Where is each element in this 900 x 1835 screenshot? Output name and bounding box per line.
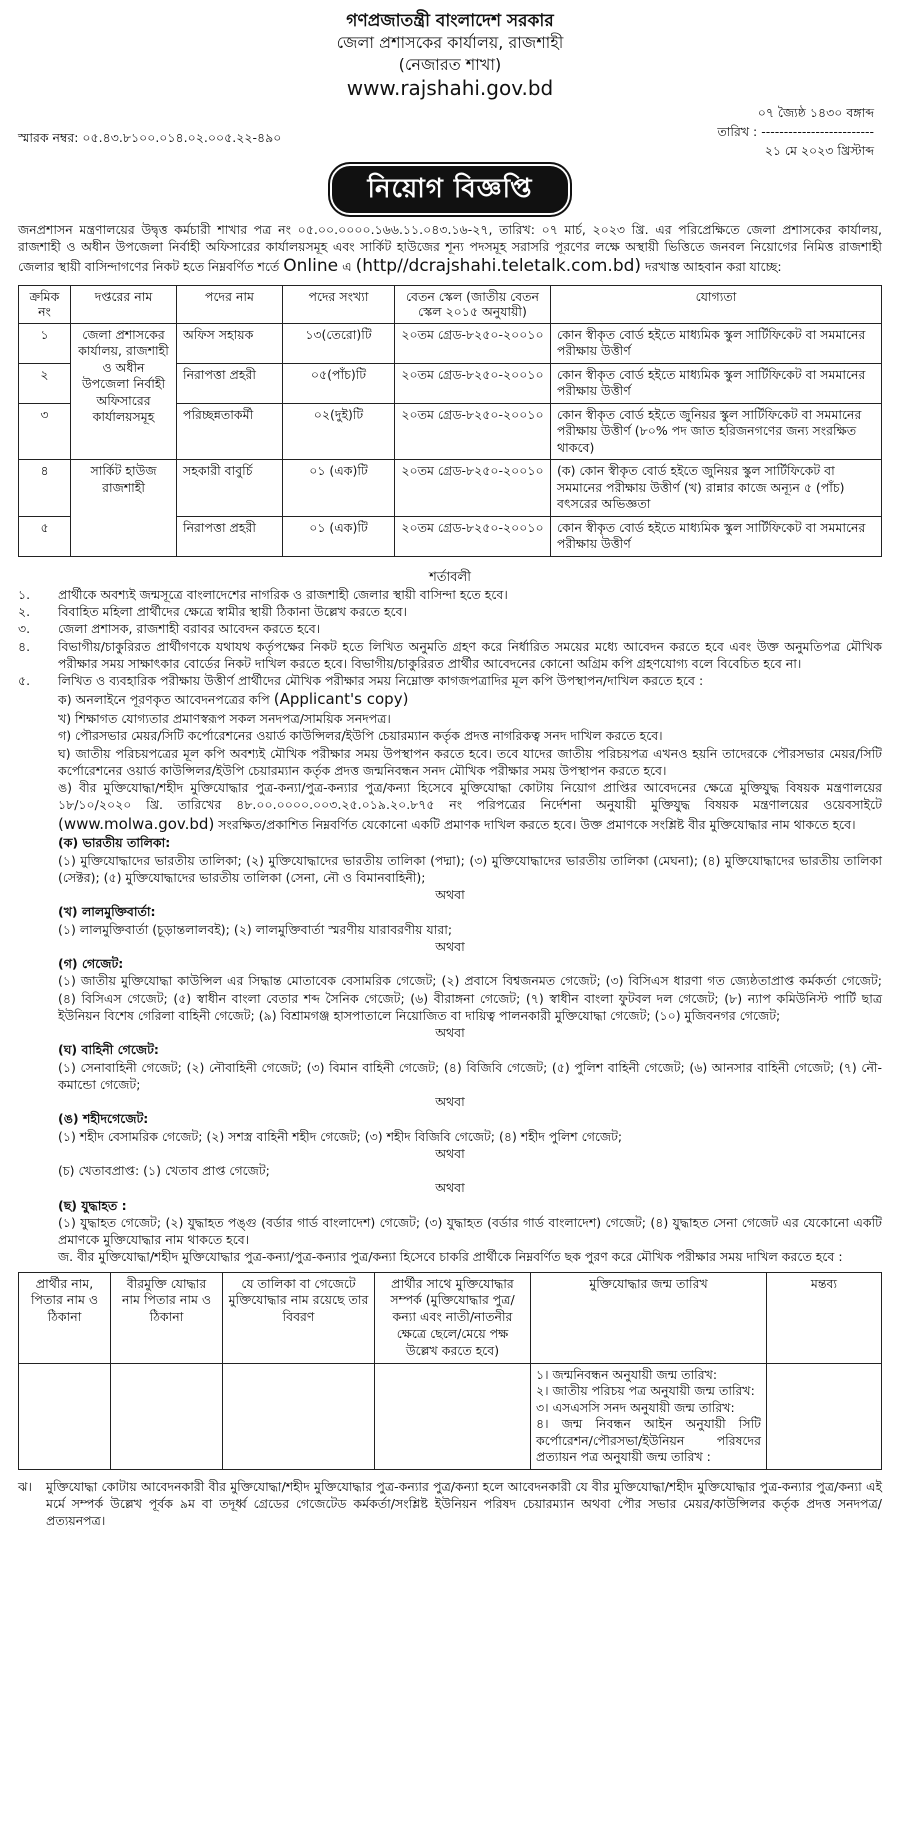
date-english: ২১ মে ২০২৩ খ্রিস্টাব্দ [764, 142, 874, 158]
list-text: (১) শহীদ বেসামরিক গেজেট; (২) সশস্ত্র বাহিনী শহীদ গেজেট; (৩) শহীদ বিজিবি গেজেট; (৪) শহীদ পুলিশ গেজেট; [58, 1128, 623, 1144]
list-gha [58, 1041, 882, 1093]
sub-item-ga: গ) পৌরসভার মেয়র/সিটি কর্পোরেশনের ওয়ার্ড কাউন্সিলর/ইউপি চেয়ারম্যান কর্তৃক প্রদত্ত নাগরিকত্ব সনদ দাখিল করতে হবে। [58, 728, 663, 744]
form-body-row [19, 1363, 882, 1469]
or-divider: অথবা [435, 1094, 465, 1110]
list-text: (১) যুদ্ধাহত গেজেট; (২) যুদ্ধাহত পঙ্গু (বর্ডার গার্ড বাংলাদেশ) গেজেট; (৩) যুদ্ধাহত (বর্ডার গার্ড বাংলাদেশ) গেজেট; (৪) যুদ্ধাহত সেনা গেজেট এর যেকোনো একটি প্রমাণকে মুক্তিযোদ্ধার নাম থাকতে হবে। [58, 1214, 882, 1248]
condition-item [18, 620, 882, 637]
form-cell-relation[interactable] [375, 1363, 531, 1469]
jobs-header-row [19, 285, 882, 323]
list-ga [58, 955, 882, 1024]
title-banner-wrap [18, 166, 882, 212]
letterhead [18, 10, 882, 102]
list-heading: (ঘ) বাহিনী গেজেট: [58, 1042, 159, 1058]
conditions-title: শর্তাবলী [429, 569, 471, 585]
condition-item [18, 603, 882, 620]
list-kha [58, 903, 882, 938]
form-cell-fighter[interactable] [111, 1363, 223, 1469]
birth-item: ৪। জন্ম নিবন্ধন আইন অনুযায়ী সিটি কর্পোরেশন/পৌরসভা/ইউনিয়ন পরিষদের প্রত্যায়ন পত্র অনুযায়ী জন্ম তারিখ : [536, 1416, 761, 1465]
row-scale: ২০তম গ্রেড-৮২৫০-২০০১০ [395, 516, 551, 556]
condition-text: প্রার্থীকে অবশ্যই জন্মসূত্রে বাংলাদেশের নাগরিক ও রাজশাহী জেলার স্থায়ী বাসিন্দা হতে হবে। [58, 586, 508, 602]
col-scale: বেতন স্কেল (জাতীয় বেতন স্কেল ২০১৫ অনুযায়ী) [395, 285, 551, 323]
or-divider: অথবা [435, 1025, 465, 1041]
row-scale: ২০তম গ্রেড-৮২৫০-২০০১০ [395, 460, 551, 517]
website-link[interactable]: www.rajshahi.gov.bd [346, 76, 554, 101]
sub-item-umo-text: ঙ) বীর মুক্তিযোদ্ধা/শহীদ মুক্তিযোদ্ধার পুত্র-কন্যা/পুত্র-কন্যার পুত্র/কন্যা হিসেবে মুক্তিযোদ্ধা কোটায় নিয়োগ প্রাপ্তির আবেদনের ক্ষেত্রে মুক্তিযুদ্ধ বিষয়ক মন্ত্রণালয়ের ১৮/১০/২০২০ খ্রি. তারিখের ৪৮.০০.০০০০.০০৩.২৫.০১৯.২০.৮৭৫ নং পরিপত্রের নির্দেশনা অনুযায়ী মুক্তিযুদ্ধ বিষয়ক মন্ত্রণালয়ের ওয়েবসাইটে [58, 780, 882, 813]
row-serial: ১ [19, 323, 71, 363]
list-heading: (খ) লালমুক্তিবার্তা: [58, 904, 156, 920]
list-chha [58, 1197, 882, 1249]
notice-title: নিয়োগ বিজ্ঞপ্তি [332, 166, 569, 212]
table-row [19, 323, 882, 363]
list-umo [58, 1110, 882, 1145]
sub-item-ka-text: ক) অনলাইনে পূরণকৃত আবেদনপত্রের কপি [58, 692, 270, 708]
col-office: দপ্তরের নাম [71, 285, 177, 323]
form-cell-gazette[interactable] [223, 1363, 375, 1469]
list-heading: (গ) গেজেট: [58, 956, 124, 972]
intro-tail: দরখাস্ত আহবান করা যাচ্ছে: [645, 259, 782, 275]
row-post: সহকারী বাবুর্চি [177, 460, 283, 517]
form-cell-candidate[interactable] [19, 1363, 111, 1469]
birth-item: ১। জন্মনিবন্ধন অনুযায়ী জন্ম তারিখ: [536, 1366, 718, 1382]
row-count: ০২(দুই)টি [283, 403, 395, 460]
form-col-gazette: যে তালিকা বা গেজেটে মুক্তিযোদ্ধার নাম রয়েছে তার বিবরণ [223, 1272, 375, 1363]
condition-number: ২. [18, 604, 31, 620]
memo-number: স্মারক নম্বর: ০৫.৪৩.৮১০০.০১৪.০২.০০৫.২২-৪৯০ [18, 130, 282, 146]
item-ja: জ. বীর মুক্তিযোদ্ধা/শহীদ মুক্তিযোদ্ধার পুত্র-কন্যা/পুত্র-কন্যার পুত্র/কন্যা হিসেবে চাকরি প্রার্থীকে নিম্নবর্ণিত ছক পুরণ করে মৌখিক পরীক্ষার সময় দাখিল করতে হবে : [58, 1249, 843, 1265]
form-cell-remarks[interactable] [767, 1363, 882, 1469]
row-qualification: কোন স্বীকৃত বোর্ড হইতে মাধ্যমিক স্কুল সার্টিফিকেট বা সমমানের পরীক্ষায় উত্তীর্ণ [551, 363, 882, 403]
online-word: Online [283, 256, 339, 277]
form-col-relation: প্রার্থীর সাথে মুক্তিযোদ্ধার সম্পর্ক (মুক্তিযোদ্ধার পুত্র/কন্যা এবং নাতী/নাতনীর ক্ষেত্রে ছেলে/মেয়ে পক্ষ উল্লেখ করতে হবে) [375, 1272, 531, 1363]
table-row [19, 460, 882, 517]
row-count: ০৫(পাঁচ)টি [283, 363, 395, 403]
intro-text: জনপ্রশাসন মন্ত্রণালয়ের উদ্বৃত্ত কর্মচারী শাখার পত্র নং ০৫.০০.০০০০.১৬৬.১১.০৪৩.১৬-২৭, তারিখ: ০৭ মার্চ, ২০২৩ খ্রি. এর পরিপ্রেক্ষিতে জেলা প্রশাসকের কার্যালয়, রাজশাহী ও অধীন উপজেলা নির্বাহী অফিসারের কার্যালয়সমূহ এবং সার্কিট হাউজের শূন্য পদসমূহ সরাসরি পূরণের লক্ষে অস্থায়ী ভিত্তিতে জনবল নিয়োগের নিমিত্ত রাজশাহী জেলার স্থায়ী বাসিন্দাগণের নিকট হতে নিম্নবর্ণিত শর্তে [18, 221, 882, 275]
row-serial: ৩ [19, 403, 71, 460]
form-col-remarks: মন্তব্য [767, 1272, 882, 1363]
condition-text: লিখিত ও ব্যবহারিক পরীক্ষায় উত্তীর্ণ প্রার্থীদের মৌখিক পরীক্ষার সময় নিম্নোক্ত কাগজপত্রাদির মূল কপি উপস্থাপন/দাখিল করতে হবে : [58, 673, 704, 689]
form-header-row [19, 1272, 882, 1363]
row-qualification: কোন স্বীকৃত বোর্ড হইতে মাধ্যমিক স্কুল সার্টিফিকেট বা সমমানের পরীক্ষায় উত্তীর্ণ [551, 516, 882, 556]
birth-item: ৩। এসএসসি সনদ অনুযায়ী জন্ম তারিখ: [536, 1399, 735, 1415]
sub-item-ka [58, 689, 882, 710]
sub-item-kha: খ) শিক্ষাগত যোগ্যতার প্রমাণস্বরূপ সকল সনদপত্র/সাময়িক সনদপত্র। [58, 711, 391, 727]
list-text: (১) মুক্তিযোদ্ধাদের ভারতীয় তালিকা; (২) মুক্তিযোদ্ধাদের ভারতীয় তালিকা (পদ্মা); (৩) মুক্তিযোদ্ধাদের ভারতীয় তালিকা (মেঘনা); (৪) মুক্তিযোদ্ধাদের ভারতীয় তালিকা (সেক্টর); (৫) মুক্তিযোদ্ধাদের ভারতীয় তালিকা (সেনা, নৌ ও বিমানবাহিনী); [58, 852, 882, 885]
condition-number: ৩. [18, 621, 31, 637]
intro-paragraph [18, 221, 882, 279]
list-text: (১) সেনাবাহিনী গেজেট; (২) নৌবাহিনী গেজেট; (৩) বিমান বাহিনী গেজেট; (৪) বিজিবি গেজেট; (৫) পুলিশ বাহিনী গেজেট; (৬) আনসার বাহিনী গেজেট; (৭) নৌ-কমান্ডো গেজেট; [58, 1059, 882, 1092]
condition-number: ১. [18, 586, 31, 602]
date-dashes: ------------------------- [761, 124, 874, 140]
condition-number: ৪. [18, 638, 31, 654]
row-count: ০১ (এক)টি [283, 460, 395, 517]
condition-number: ৫. [18, 673, 31, 689]
sub-item-gha: ঘ) জাতীয় পরিচয়পত্রের মূল কপি অবশ্যই মৌখিক পরীক্ষার সময় উপস্থাপন করতে হবে। তবে যাদের জাতীয় পরিচয়পত্র এখনও হয়নি তাদেরকে পৌরসভার মেয়র/সিটি কর্পোরেশনের ওয়ার্ড কাউন্সিলর/ইউপি চেয়ারম্যান কর্তৃক প্রদত্ত জন্মনিবন্ধন সনদ মৌখিক পরীক্ষার সময় উপস্থাপন করতে হবে। [58, 745, 882, 778]
form-col-fighter: বীরমুক্তি যোদ্ধার নাম পিতার নাম ও ঠিকানা [111, 1272, 223, 1363]
list-text: (১) জাতীয় মুক্তিযোদ্ধা কাউন্সিল এর সিদ্ধান্ত মোতাবেক বেসামরিক গেজেট; (২) প্রবাসে বিশ্বজনমত গেজেট; (৩) বিসিএস ধারণা গত জ্যেষ্ঠতাপ্রাপ্ত কর্মকর্তা গেজেট; (৪) বিসিএস গেজেট; (৫) স্বাধীন বাংলা বেতার শব্দ সৈনিক গেজেট; (৬) বীরাঙ্গনা গেজেট; (৭) স্বাধীন বাংলা ফুটবল দল গেজেট; (৮) ন্যাপ কমিউনিস্ট পার্টি ছাত্র ইউনিয়ন বিশেষ গেরিলা বাহিনী গেজেট; (৯) বিশ্রামগঞ্জ হাসপাতালে নিয়োজিত বা দায়িত্ব পালনকারী মুক্তিযোদ্ধা গেজেট; (১০) মুজিবনগর গেজেট; [58, 973, 882, 1023]
applicant-copy: (Applicant's copy) [273, 690, 409, 709]
or-divider: অথবা [435, 1180, 465, 1196]
row-qualification: কোন স্বীকৃত বোর্ড হইতে জুনিয়র স্কুল সার্টিফিকেট বা সমমানের পরীক্ষায় উত্তীর্ণ (৮০% পদ জাত হরিজনগণের জন্য সংরক্ষিত থাকবে) [551, 403, 882, 460]
reference-row [18, 104, 882, 162]
condition-text: বিবাহিত মহিলা প্রার্থীদের ক্ষেত্রে স্বামীর স্থায়ী ঠিকানা উল্লেখ করতে হবে। [58, 604, 407, 620]
row-count: ১৩(তেরো)টি [283, 323, 395, 363]
row-count: ০১ (এক)টি [283, 516, 395, 556]
office-group-2: সার্কিট হাউজ রাজশাহী [71, 460, 177, 557]
col-qualification: যোগ্যতা [551, 285, 882, 323]
footer-number: ঝ। [18, 1478, 32, 1494]
office-name: জেলা প্রশাসকের কার্যালয়, রাজশাহী [336, 33, 564, 53]
row-post: নিরাপত্তা প্রহরী [177, 516, 283, 556]
freedom-fighter-form-table [18, 1272, 882, 1470]
col-count: পদের সংখ্যা [283, 285, 395, 323]
list-heading: (ছ) যুদ্ধাহত : [58, 1197, 127, 1213]
row-scale: ২০তম গ্রেড-৮২৫০-২০০১০ [395, 323, 551, 363]
jobs-table [18, 285, 882, 557]
row-scale: ২০তম গ্রেড-৮২৫০-২০০১০ [395, 403, 551, 460]
list-heading: (ক) ভারতীয় তালিকা: [58, 835, 171, 851]
list-text: (চ) খেতাবপ্রাপ্ত: (১) খেতাব প্রাপ্ত গেজেট; [58, 1163, 270, 1179]
condition-text: বিভাগীয়/চাকুরিরত প্রার্থীগণকে যথাযথ কর্তৃপক্ষের নিকট হতে লিখিত অনুমতি গ্রহণ করে নির্ধারিত সময়ের মধ্যে আবেদন করতে হবে এবং উক্ত অনুমতিপত্র মৌখিক পরীক্ষার সময় সাক্ষাৎকার বোর্ডের নিকট দাখিল করতে হবে। বিভাগীয়/চাকুরিরত প্রার্থীর আবেদনের কোনো অগ্রিম কপি গ্রহণযোগ্য বলে বিবেচিত হবে না। [58, 638, 882, 671]
row-qualification: (ক) কোন স্বীকৃত বোর্ড হইতে জুনিয়র স্কুল সার্টিফিকেট বা সমমানের পরীক্ষায় উত্তীর্ণ (খ) রান্নার কাজে অন্যূন ৫ (পাঁচ) বৎসরের অভিজ্ঞতা [551, 460, 882, 517]
form-col-candidate: প্রার্থীর নাম, পিতার নাম ও ঠিকানা [19, 1272, 111, 1363]
row-scale: ২০তম গ্রেড-৮২৫০-২০০১০ [395, 363, 551, 403]
branch-name: (নেজারত শাখা) [398, 54, 502, 74]
or-divider: অথবা [435, 938, 465, 954]
condition-item [18, 638, 882, 673]
date-bangla: ০৭ জ্যৈষ্ঠ ১৪৩০ বঙ্গাব্দ [757, 105, 874, 121]
online-suffix: এ [342, 259, 352, 275]
office-group-1: জেলা প্রশাসকের কার্যালয়, রাজশাহী ও অধীন উপজেলা নির্বাহী অফিসারের কার্যালয়সমূহ [71, 323, 177, 460]
condition-text: জেলা প্রশাসক, রাজশাহী বরাবর আবেদন করতে হবে। [58, 621, 321, 637]
application-link[interactable]: (http//dcrajshahi.teletalk.com.bd) [355, 256, 642, 277]
date-label: তারিখ : [717, 124, 758, 140]
row-serial: ২ [19, 363, 71, 403]
list-ka [58, 834, 882, 886]
list-heading: (ঙ) শহীদগেজেট: [58, 1111, 149, 1127]
row-post: পরিচ্ছন্নতাকর্মী [177, 403, 283, 460]
row-qualification: কোন স্বীকৃত বোর্ড হইতে মাধ্যমিক স্কুল সার্টিফিকেট বা সমমানের পরীক্ষায় উত্তীর্ণ [551, 323, 882, 363]
government-name: গণপ্রজাতন্ত্রী বাংলাদেশ সরকার [346, 11, 554, 31]
footer-note [18, 1478, 882, 1530]
molwa-link[interactable]: (www.molwa.gov.bd) [58, 814, 215, 833]
sub-item-umo [58, 779, 882, 834]
or-divider: অথবা [435, 887, 465, 903]
form-cell-birthdate [531, 1363, 767, 1469]
footer-text: মুক্তিযোদ্ধা কোটায় আবেদনকারী বীর মুক্তিযোদ্ধা/শহীদ মুক্তিযোদ্ধার পুত্র-কন্যার পুত্র/কন্যা হলে আবেদনকারী যে বীর মুক্তিযোদ্ধা/শহীদ মুক্তিযোদ্ধার পুত্র-কন্যার পুত্র/কন্যা এই মর্মে সম্পর্ক উল্লেখ পূর্বক ৯ম বা তদূর্ধ্ব গ্রেডের গেজেটেড কর্মকর্তা/সংশ্লিষ্ট ইউনিয়ন পরিষদ চেয়ারম্যান অথবা পৌর সভার মেয়র/কাউন্সিলর কর্তৃক প্রদত্ত সনদপত্র/ প্রত্যয়নপত্র। [46, 1478, 882, 1529]
row-post: অফিস সহায়ক [177, 323, 283, 363]
date-line [717, 123, 874, 142]
sub-item-umo-tail: সংরক্ষিত/প্রকাশিত নিম্নবর্ণিত যেকোনো একটি প্রমাণক দাখিল করতে হবে। উক্ত প্রমাণকে সংশ্লিষ্ট বীর মুক্তিযোদ্ধার নাম থাকতে হবে। [218, 816, 856, 832]
or-divider: অথবা [435, 1145, 465, 1161]
col-post: পদের নাম [177, 285, 283, 323]
row-post: নিরাপত্তা প্রহরী [177, 363, 283, 403]
birth-item: ২। জাতীয় পরিচয় পত্র অনুযায়ী জন্ম তারিখ: [536, 1383, 755, 1399]
row-serial: ৫ [19, 516, 71, 556]
list-cha [58, 1162, 882, 1179]
form-col-birthdate: মুক্তিযোদ্ধার জন্ম তারিখ [531, 1272, 767, 1363]
col-serial: ক্রমিক নং [19, 285, 71, 323]
condition-item [18, 586, 882, 603]
date-block [717, 104, 874, 160]
list-text: (১) লালমুক্তিবার্তা (চূড়ান্তলালবই); (২) লালমুক্তিবার্তা স্মরণীয় যারাবরণীয় যারা; [58, 921, 453, 937]
condition-item [18, 672, 882, 689]
row-serial: ৪ [19, 460, 71, 517]
